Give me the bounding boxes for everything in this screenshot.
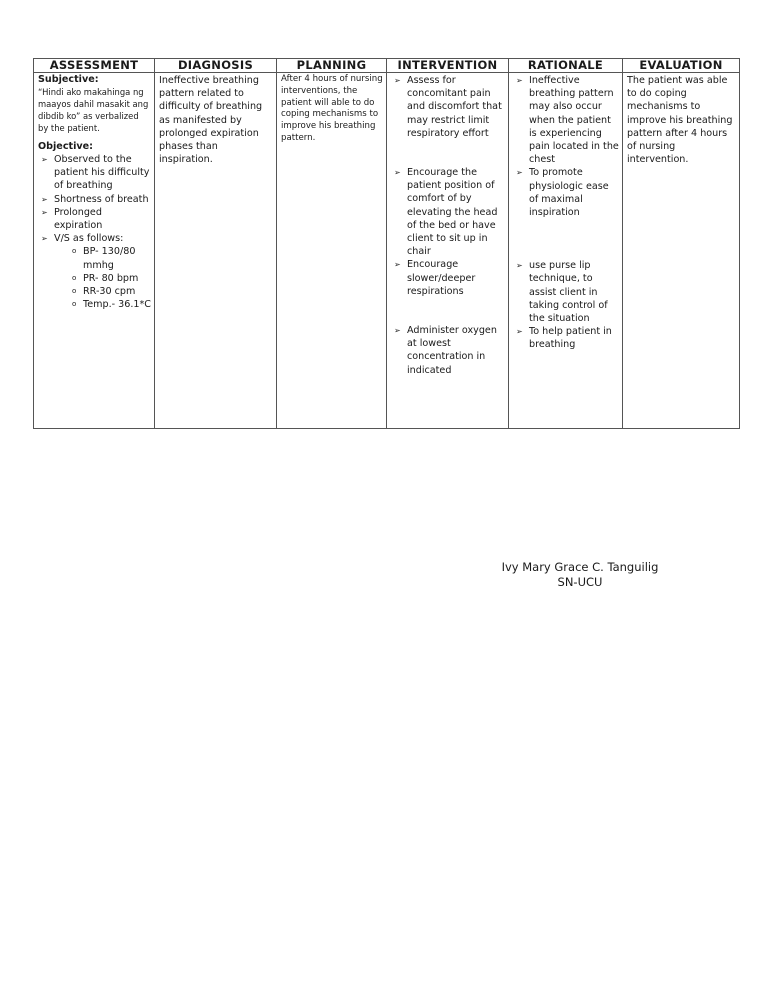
list-item: ➢ Administer oxygen at lowest concentration in indicated bbox=[394, 325, 497, 376]
list-item: ➢ V/S as follows: o BP- 130/80 mmhg o PR- 80 bpm o RR-30 cpm o Temp.- 36.1*C bbox=[41, 233, 151, 311]
list-item: o RR-30 cpm bbox=[72, 286, 136, 298]
objective-list bbox=[38, 153, 151, 311]
intervention-cell bbox=[387, 73, 509, 429]
list-item: o Temp.- 36.1*C bbox=[72, 299, 151, 311]
diagnosis-text: Ineffective breathing pattern related to difficulty of breathing as manifested by prolonged expiration phases than inspiration. bbox=[159, 75, 263, 166]
header-evaluation: EVALUATION bbox=[623, 59, 740, 73]
arrow-bullet-icon: ➢ bbox=[516, 327, 523, 337]
circle-bullet-icon: o bbox=[72, 300, 77, 309]
diagnosis-cell bbox=[155, 73, 277, 429]
arrow-bullet-icon: ➢ bbox=[516, 76, 523, 85]
arrow-bullet-icon: ➢ bbox=[394, 326, 401, 336]
header-rationale: RATIONALE bbox=[509, 59, 623, 73]
table-row bbox=[34, 73, 740, 429]
planning-text: After 4 hours of nursing interventions, the patient will able to do coping mechanisms to improve his breathing pattern. bbox=[281, 74, 383, 143]
arrow-bullet-icon: ➢ bbox=[394, 76, 401, 85]
planning-cell bbox=[277, 73, 387, 429]
arrow-bullet-icon: ➢ bbox=[516, 261, 523, 271]
objective-label: Objective: bbox=[38, 141, 93, 152]
header-intervention: INTERVENTION bbox=[387, 59, 509, 73]
arrow-bullet-icon: ➢ bbox=[41, 207, 48, 217]
circle-bullet-icon: o bbox=[72, 287, 77, 296]
arrow-bullet-icon: ➢ bbox=[394, 168, 401, 178]
arrow-bullet-icon: ➢ bbox=[41, 234, 48, 244]
header-planning: PLANNING bbox=[277, 59, 387, 73]
intervention-list bbox=[391, 74, 505, 377]
signature-block bbox=[480, 560, 680, 590]
arrow-bullet-icon: ➢ bbox=[394, 260, 401, 270]
evaluation-cell bbox=[623, 73, 740, 429]
list-item: ➢ use purse lip technique, to assist client in taking control of the situation bbox=[516, 260, 608, 325]
list-item: ➢ Encourage the patient position of comfort of by elevating the head of the bed or have client to sit up in chair bbox=[394, 167, 498, 258]
assessment-cell bbox=[34, 73, 155, 429]
signature-name: Ivy Mary Grace C. Tanguilig bbox=[501, 560, 659, 574]
header-assessment: ASSESSMENT bbox=[34, 59, 155, 73]
list-item: ➢ Shortness of breath bbox=[41, 193, 149, 205]
header-diagnosis: DIAGNOSIS bbox=[155, 59, 277, 73]
arrow-bullet-icon: ➢ bbox=[41, 194, 48, 204]
vital-signs-list bbox=[54, 245, 151, 311]
list-item: ➢ Prolonged expiration bbox=[41, 206, 103, 232]
list-item: ➢ Assess for concomitant pain and discomfort that may restrict limit respiratory effort bbox=[394, 75, 502, 139]
nursing-care-plan-table bbox=[33, 58, 740, 429]
list-item: ➢ Observed to the patient his difficulty of breathing bbox=[41, 154, 150, 192]
arrow-bullet-icon: ➢ bbox=[516, 168, 523, 178]
list-item: ➢ Ineffective breathing pattern may also occur when the patient is experiencing pain located in the chest bbox=[516, 75, 619, 166]
rationale-cell bbox=[509, 73, 623, 429]
list-item: ➢ Encourage slower/deeper respirations bbox=[394, 259, 476, 297]
rationale-list bbox=[513, 74, 619, 352]
circle-bullet-icon: o bbox=[72, 273, 77, 282]
subjective-text: “Hindi ako makahinga ng maayos dahil masakit ang dibdib ko” as verbalized by the patient. bbox=[38, 87, 149, 133]
arrow-bullet-icon: ➢ bbox=[41, 155, 48, 164]
list-item: o BP- 130/80 mmhg bbox=[72, 246, 136, 271]
subjective-label: Subjective: bbox=[38, 74, 99, 85]
circle-bullet-icon: o bbox=[72, 247, 77, 256]
list-item: ➢ To help patient in breathing bbox=[516, 326, 612, 351]
header-row bbox=[34, 59, 740, 73]
evaluation-text: The patient was able to do coping mechanisms to improve his breathing pattern after 4 hours of nursing intervention. bbox=[627, 75, 733, 166]
list-item: ➢ To promote physiologic ease of maximal inspiration bbox=[516, 167, 609, 219]
list-item: o PR- 80 bpm bbox=[72, 272, 139, 284]
signature-title: SN-UCU bbox=[557, 575, 603, 589]
